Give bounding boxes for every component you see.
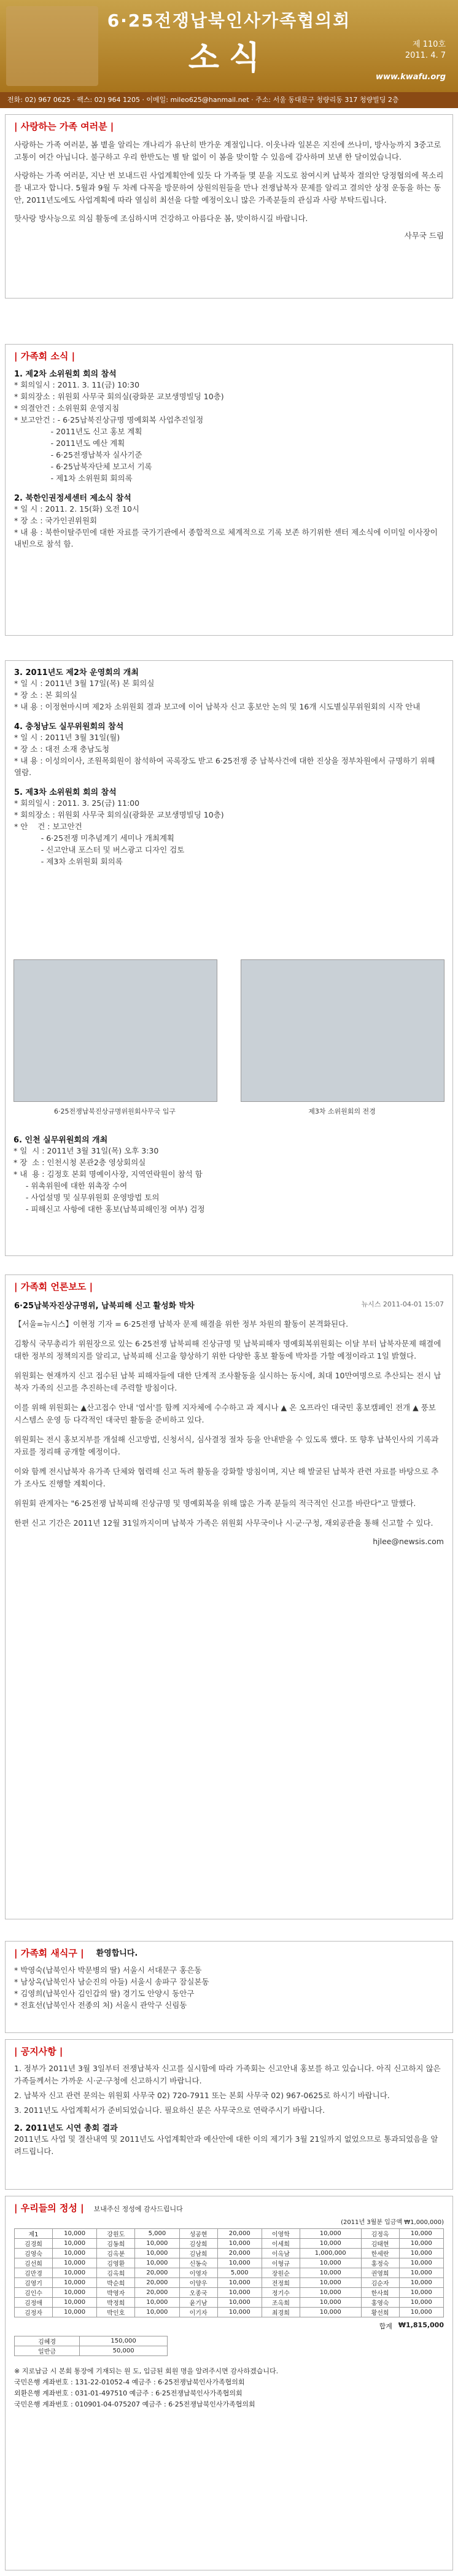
notice-item: 3. 2011년도 사업계획서가 준비되었습니다. 필요하신 분은 사무국으로 연락주시기 바랍니다. (14, 2106, 325, 2115)
news-item-line: - 2011년도 신고 홍보 계획 (14, 427, 142, 436)
news-item-line: - 제1차 소위원회 회의록 (14, 474, 133, 483)
donation-amount: 10,000 (300, 2229, 361, 2239)
donation-amount: 10,000 (135, 2239, 179, 2249)
contact-bar: 전화: 02) 967 0625 · 팩스: 02) 964 1205 · 이메일: mileo625@hanmail.net · 주소: 서울 동대문구 청량리동 317 청량빌딩 2층 (0, 92, 458, 108)
donations-header (14, 2201, 444, 2214)
news-item-line: * 장 소 : 국가인권위원회 (14, 516, 98, 525)
news-item-title: 6. 인천 실무위원회의 개최 (14, 1136, 108, 1145)
notice-item: 2. 납북자 신고 관련 문의는 위원회 사무국 02) 720-7911 또는 본회 사무국 02) 967-0625로 하시기 바랍니다. (14, 2091, 390, 2100)
donor-name: 박영자 (97, 2288, 135, 2298)
donor-name: 강원도 (97, 2229, 135, 2239)
news-item-line: - 제3차 소위원회 회의록 (14, 857, 123, 866)
new-family-member: * 전효선(납북인사 전종의 처) 서울시 관악구 신림동 (14, 2000, 187, 2010)
donation-amount: 10,000 (399, 2249, 443, 2258)
news-item-line: - 신고안내 포스터 및 버스광고 디자인 검토 (14, 845, 185, 854)
donor-name: 김정애 (15, 2298, 53, 2308)
news-item-line: * 장 소 : 본 회의실 (14, 690, 77, 700)
extra-name: 김혜경 (15, 2336, 80, 2346)
donor-name: 윤기남 (179, 2298, 217, 2308)
extra-name: 일반금 (15, 2346, 80, 2356)
donor-name: 성공현 (179, 2229, 217, 2239)
greeting-box (5, 114, 453, 299)
donation-amount: 10,000 (52, 2308, 96, 2317)
donor-name: 이형규 (262, 2258, 300, 2268)
donation-row (15, 2308, 444, 2317)
press-article (14, 1318, 444, 1529)
donor-name: 박순희 (97, 2278, 135, 2288)
donor-name: 한세란 (361, 2249, 399, 2258)
news-item-title: 5. 제3차 소위원회 회의 참석 (14, 788, 117, 797)
donation-row (15, 2268, 444, 2278)
press-source: 뉴시스 2011-04-01 15:07 (361, 1300, 444, 1308)
greeting-paragraph: 사랑하는 가족 여러분, 지난 번 보내드린 사업계획안에 있듯 다 가족들 몇 분을 지도로 참여시켜 납북자 결의안 당정협의에 목소리를 내고자 합니다. 5월과 9월 두 차례 다꼭을 방문하여 상원의원들을 만나 전쟁납북자 문제를 알리고 결의안 상정 운동을 하는 동안, 2011년도에도 사업계획에 따라 열심히 최선을 다할 예정이오니 많은 가족분들의 관심과 사랑 부탁드립니다. (14, 171, 444, 205)
donor-name: 김정옥 (361, 2229, 399, 2239)
donation-row (15, 2288, 444, 2298)
footnote-line: ※ 지로납금 시 본회 통장에 기재되는 원 도, 입금된 회원 명을 알려주시면 감사하겠습니다. (14, 2367, 279, 2375)
donor-name: 김옥희 (97, 2268, 135, 2278)
footnote-line: 외환은행 계좌번호 : 031-01-497510 예금주 : 6·25전쟁납북인사가족협의회 (14, 2389, 243, 2397)
footnote-line: 국민은행 계좌번호 : 010901-04-075207 예금주 : 6·25전쟁납북인사가족협의회 (14, 2400, 255, 2408)
donation-amount: 10,000 (300, 2258, 361, 2268)
issue-info (405, 39, 446, 61)
donor-name: 조옥희 (262, 2298, 300, 2308)
donation-row (15, 2229, 444, 2239)
news-item-title: 3. 2011년도 제2차 운영회의 개최 (14, 668, 139, 677)
donor-name: 김만경 (15, 2268, 53, 2278)
issue-number: 제 110호 (412, 40, 446, 49)
donor-name: 한사희 (361, 2288, 399, 2298)
donation-amount: 10,000 (300, 2288, 361, 2298)
donation-amount: 10,000 (52, 2239, 96, 2249)
press-headline[interactable]: 6·25납북자진상규명위, 납북피해 신고 활성화 박차 (14, 1302, 195, 1311)
donor-name: 최경희 (262, 2308, 300, 2317)
donation-amount: 20,000 (135, 2288, 179, 2298)
donation-amount: 10,000 (399, 2268, 443, 2278)
new-family-member: * 김영희(납북인사 김인갑의 딸) 경기도 안양시 동안구 (14, 1989, 195, 1998)
donation-amount: 10,000 (135, 2298, 179, 2308)
news-item-line: * 내 용 : 김정호 본회 명예이사장, 지역연락원이 참석 함 (14, 1169, 203, 1179)
donor-name: 이세희 (262, 2239, 300, 2249)
news-box (5, 344, 453, 636)
press-paragraph: 이를 위해 위원회는 ▲산고접수 안내 '엽서'를 함께 지자체에 수수하고 과 제시나 ▲ 온 오프라인 대국민 홍보캠페인 전개 ▲ 풍보 시스템스 운영 등 다각적인 대국민 활동을 준비하고 있다. (14, 1403, 436, 1424)
donor-name: 이양우 (179, 2278, 217, 2288)
donation-amount: 5,000 (217, 2268, 262, 2278)
donation-amount: 10,000 (300, 2298, 361, 2308)
news-item-line: - 2011년도 예산 계획 (14, 439, 125, 448)
notice-box (5, 2039, 453, 2190)
donor-name: 김동희 (97, 2239, 135, 2249)
news-title: | 가족회 소식 | (14, 351, 76, 362)
news-item-line: * 보고안건 : - 6·25납북진상규명 명예회복 사업추진일정 (14, 415, 204, 424)
donation-row (15, 2298, 444, 2308)
donation-amount: 20,000 (135, 2278, 179, 2288)
new-family-box (5, 1941, 453, 2033)
donation-amount: 10,000 (217, 2288, 262, 2298)
donor-name: 신동숙 (179, 2258, 217, 2268)
photo-caption: 6·25전쟁납북진상규명위원회사무국 입구 (53, 1107, 176, 1115)
donation-amount: 10,000 (52, 2278, 96, 2288)
news-item-line: * 일 시 : 2011년 3월 17일(목) 본 회의실 (14, 679, 155, 688)
donor-name: 김정자 (15, 2308, 53, 2317)
donation-amount: 10,000 (135, 2258, 179, 2268)
donation-amount: 10,000 (52, 2258, 96, 2268)
donation-amount: 10,000 (52, 2288, 96, 2298)
donor-name: 박인호 (97, 2308, 135, 2317)
donor-name: 이영자 (179, 2268, 217, 2278)
press-box (5, 1274, 453, 1919)
new-family-header (14, 1946, 444, 1959)
notice-text: 2011년도 사업 및 결산내역 및 2011년도 사업계획안과 예산안에 대한 이의 제기가 3월 21일까지 없었으므로 통과되었음을 알려드립니다. (14, 2134, 438, 2156)
donor-name: 김영숙 (15, 2249, 53, 2258)
donation-amount: 10,000 (300, 2308, 361, 2317)
donation-amount: 10,000 (217, 2258, 262, 2268)
total-label: 합계 (379, 2322, 392, 2330)
donor-name: 김영환 (97, 2258, 135, 2268)
news-item-line: * 회의일시 : 2011. 3. 25(금) 11:00 (14, 798, 140, 808)
news-item-line: * 일 시 : 2011년 3월 31일(목) 오후 3:30 (14, 1146, 159, 1155)
notice-title: | 공지사항 | (14, 2046, 63, 2057)
donation-row (15, 2239, 444, 2249)
news-item-title: 1. 제2차 소위원회 회의 참석 (14, 370, 117, 379)
news-item-list (14, 677, 444, 712)
donations-subtitle: 보내주신 정성에 감사드립니다 (93, 2205, 183, 2213)
donor-name: 김남희 (179, 2249, 217, 2258)
news-item-line: * 내 용 : 이정현마시며 제2차 소위원회 결과 보고에 이어 납북자 신고 홍보안 논의 및 16개 시도별실무위원회의 시작 안내 (14, 702, 421, 711)
news-item-list (14, 503, 444, 550)
press-title: | 가족회 언론보도 | (14, 1281, 93, 1292)
donor-name: 홍정숙 (361, 2258, 399, 2268)
donation-row (15, 2249, 444, 2258)
donation-amount: 10,000 (399, 2229, 443, 2239)
news-item-line: * 회의장소 : 위원회 사무국 회의실(광화문 교보생명빌딩 10층) (14, 392, 224, 401)
meeting-photo (241, 959, 444, 1102)
donation-amount: 10,000 (52, 2268, 96, 2278)
donation-amount: 10,000 (52, 2229, 96, 2239)
donation-amount: 1,000,000 (300, 2249, 361, 2258)
newsletter-header (0, 0, 458, 92)
newsletter-title: 소식 (188, 39, 270, 77)
news-item-list (14, 379, 444, 484)
press-paragraph: 김황식 국무총리가 위원장으로 있는 6·25전쟁 납북피해 진상규명 및 납북피해자 명예회복위원회는 이달 부터 납북자문제 해결에 대한 정부의 정책의지를 알리고, 납북피해 신고율 향상하기 위한 다양한 홍보 활동에 박차를 가할 예정이라고 1일 밝혔다. (14, 1339, 441, 1360)
donor-name: 장원순 (262, 2268, 300, 2278)
news-item-title: 2. 북한인권정세센터 제소식 참석 (14, 494, 131, 503)
news-item-line: * 장 소 : 대전 소재 충남도청 (14, 744, 110, 754)
new-family-member: * 남상옥(납북인사 남순진의 아들) 서울시 송파구 잠실본동 (14, 1977, 209, 1986)
donor-name: 홍영숙 (361, 2298, 399, 2308)
website-link[interactable]: www.kwafu.org (375, 72, 446, 82)
donation-amount: 10,000 (217, 2278, 262, 2288)
news-item-line: * 회의일시 : 2011. 3. 11(금) 10:30 (14, 380, 140, 389)
news-item-line: * 의결안건 : 소위원회 운영지침 (14, 404, 120, 413)
donor-name: 김영기 (15, 2278, 53, 2288)
donation-amount: 10,000 (300, 2278, 361, 2288)
greeting-title: | 사랑하는 가족 여러분 | (14, 121, 114, 132)
donations-extra-table (14, 2336, 168, 2356)
org-name: 6·25전쟁납북인사가족협의회 (107, 10, 351, 31)
donation-amount: 10,000 (399, 2288, 443, 2298)
footnote-line: 국민은행 계좌번호 : 131-22-01052-4 예금주 : 6·25전쟁납북인사가족협의회 (14, 2378, 245, 2386)
donations-table (14, 2228, 444, 2317)
donation-amount: 10,000 (217, 2298, 262, 2308)
news-item-line: * 일 시 : 2011년 3월 31일(월) (14, 733, 120, 742)
donor-name: 권영희 (361, 2268, 399, 2278)
greeting-paragraph: 사랑하는 가족 여러분, 봄 볕을 알리는 개나리가 유난히 반가운 계절입니다. 이웃나라 일본은 지진에 쓰나미, 방사능까지 3중고로 고통이 여간 아닙니다. 불구하고 우리 한반도는 별 탈 없이 이 봄을 맞이할 수 있음에 감사하며 보낸 한 달이었습니다. (14, 140, 441, 162)
news-item-line: * 장 소 : 인천시청 본관2층 영상회의실 (14, 1158, 146, 1167)
issue-date: 2011. 4. 7 (405, 51, 446, 60)
donor-name: 이기자 (179, 2308, 217, 2317)
press-email[interactable]: hjlee@newsis.com (373, 1537, 444, 1546)
donation-amount: 20,000 (217, 2229, 262, 2239)
donor-name: 전정희 (262, 2278, 300, 2288)
photo-caption: 제3차 소위원회의 전경 (308, 1107, 376, 1115)
extra-amount: 150,000 (80, 2336, 168, 2346)
donor-name: 김인수 (15, 2288, 53, 2298)
donations-title: | 우리들의 정성 | (14, 2203, 84, 2214)
news-item-title: 4. 충청남도 실무위원회의 참석 (14, 722, 124, 732)
donation-amount: 10,000 (217, 2239, 262, 2249)
news-item-line: * 회의장소 : 위원회 사무국 회의실(광화문 교보생명빌딩 10층) (14, 810, 224, 819)
news-item-6 (14, 1133, 443, 1215)
donation-amount: 20,000 (217, 2249, 262, 2258)
press-paragraph: 위원회는 전시 홍보지부를 개설해 신고방법, 신청서식, 심사결정 절차 등을 안내받을 수 있도록 했다. 또 향후 납북인사의 기록과 자료를 정리해 공개할 예정이다. (14, 1435, 439, 1456)
greeting-signature: 사무국 드림 (404, 231, 444, 240)
news-item-line: * 일 시 : 2011. 2. 15(화) 오전 10시 (14, 504, 139, 513)
donation-amount: 10,000 (135, 2249, 179, 2258)
donor-name: 김상희 (179, 2239, 217, 2249)
press-headline-row (14, 1299, 444, 1311)
donation-row (15, 2278, 444, 2288)
press-paragraph: 한편 신고 기간은 2011년 12월 31일까지이며 납북자 가족은 위원회 사무국이나 시·군·구청, 재외공관을 통해 신고할 수 있다. (14, 1518, 433, 1528)
press-paragraph: 위원회 관계자는 "6·25전쟁 납북피해 진상규명 및 명예회복을 위해 많은 가족 분들의 적극적인 신고를 바란다"고 말했다. (14, 1499, 416, 1508)
donation-amount: 5,000 (135, 2229, 179, 2239)
donor-name: 오종국 (179, 2288, 217, 2298)
donor-name: 이옥남 (262, 2249, 300, 2258)
news-item-line: - 위촉위원에 대한 위촉장 수여 (14, 1181, 128, 1190)
donor-name: 정기수 (262, 2288, 300, 2298)
donations-period: (2011년 3월분 입금액 ₩1,000,000) (341, 2219, 444, 2226)
office-entrance-photo (14, 959, 217, 1102)
donation-amount: 10,000 (217, 2308, 262, 2317)
news-item-list (14, 797, 444, 867)
donation-row (15, 2258, 444, 2268)
news-item-list (14, 1145, 443, 1215)
donation-amount: 10,000 (300, 2239, 361, 2249)
press-paragraph: 【서울=뉴시스】이현정 기자 = 6·25전쟁 납북자 문제 해결을 위한 정부 차원의 활동이 본격화된다. (14, 1319, 349, 1329)
donor-name: 박정희 (97, 2298, 135, 2308)
new-family-member: * 박영숙(납북인사 박문병의 딸) 서울시 서대문구 홍은동 (14, 1965, 202, 1975)
news-item-line: * 내 용 : 이성의이사, 조원목회원이 참석하여 곡록장도 받고 6·25전쟁 중 납북사건에 대한 진상을 정부차원에서 규명하기 위해 열람. (14, 756, 435, 777)
notice-list (14, 2063, 444, 2117)
donation-amount: 10,000 (52, 2249, 96, 2258)
donor-name: 제1 (15, 2229, 53, 2239)
news-item-line: - 6·25전쟁납북자 실사기준 (14, 450, 142, 459)
news-item-line: - 사업설명 및 실무위원회 운영방법 토의 (14, 1193, 160, 1202)
donation-amount: 10,000 (52, 2298, 96, 2308)
donation-amount: 10,000 (399, 2298, 443, 2308)
donation-amount: 10,000 (300, 2268, 361, 2278)
news-item-line: - 6·25전쟁 미추념계기 세미나 개최계획 (14, 833, 174, 843)
donation-amount: 10,000 (399, 2239, 443, 2249)
donation-amount: 10,000 (399, 2308, 443, 2317)
news-item-list (14, 732, 444, 778)
donation-amount: 20,000 (135, 2268, 179, 2278)
news-item-line: - 피해신고 사항에 대한 홍보(납북피해인정 여부) 검정 (14, 1204, 205, 1214)
greeting-paragraph: 핫사랑 방사능으로 의심 활동에 조심하시며 건강하고 아름다운 봄, 맞이하시길 바랍니다. (14, 214, 308, 223)
donations-footnote (14, 2366, 444, 2410)
new-family-subtitle: 환영합니다. (96, 1949, 138, 1958)
donor-name: 김순자 (361, 2278, 399, 2288)
total-value: ₩1,815,000 (398, 2321, 444, 2329)
donation-amount: 10,000 (135, 2308, 179, 2317)
donor-name: 황선희 (361, 2308, 399, 2317)
news-item-line: - 6·25납북자단체 보고서 기록 (14, 462, 152, 471)
press-paragraph: 위원회는 현재까지 신고 접수된 납북 피해자들에 대한 단계적 조사활동을 실시하는 동시에, 최대 10만여명으로 추산되는 전시 납북자 가족의 신고를 추진하는데 주력할 방침이다. (14, 1371, 441, 1392)
news-item-line: * 내 용 : 북한이탈주민에 대한 자료를 국가기관에서 종합적으로 체계적으로 기록 보존 하기위한 센터 제소식에 이미일 이사장이 내빈으로 참석 함. (14, 528, 438, 548)
donor-name: 김선희 (15, 2258, 53, 2268)
donor-name: 김경희 (15, 2239, 53, 2249)
new-family-list (14, 1964, 444, 2011)
donor-name: 김태현 (361, 2239, 399, 2249)
notice-subtitle: 2. 2011년도 시연 총회 결과 (14, 2124, 118, 2133)
donation-amount: 10,000 (399, 2258, 443, 2268)
donor-name: 이영학 (262, 2229, 300, 2239)
extra-amount: 50,000 (80, 2346, 168, 2356)
donations-box (5, 2196, 453, 2570)
donation-amount: 10,000 (399, 2278, 443, 2288)
donor-name: 김옥분 (97, 2249, 135, 2258)
news-item-line: * 안 건 : 보고안건 (14, 822, 82, 831)
new-family-title: | 가족회 새식구 | (14, 1948, 84, 1959)
donations-total-row (14, 2321, 444, 2331)
press-paragraph: 이와 함께 전시납북자 유가족 단체와 협력해 신고 독려 활동을 강화할 방침이며, 지난 해 발굴된 납북자 관련 자료를 바탕으로 추가 조사도 진행할 계획이다. (14, 1467, 439, 1488)
notice-item: 1. 정부가 2011년 3월 3일부터 전쟁납북자 신고를 실시함에 따라 가족회는 신고안내 홍보를 하고 있습니다. 아직 신고하지 않은 가족들께서는 가까운 시·군·구청에 신고하시기 바랍니다. (14, 2064, 441, 2085)
